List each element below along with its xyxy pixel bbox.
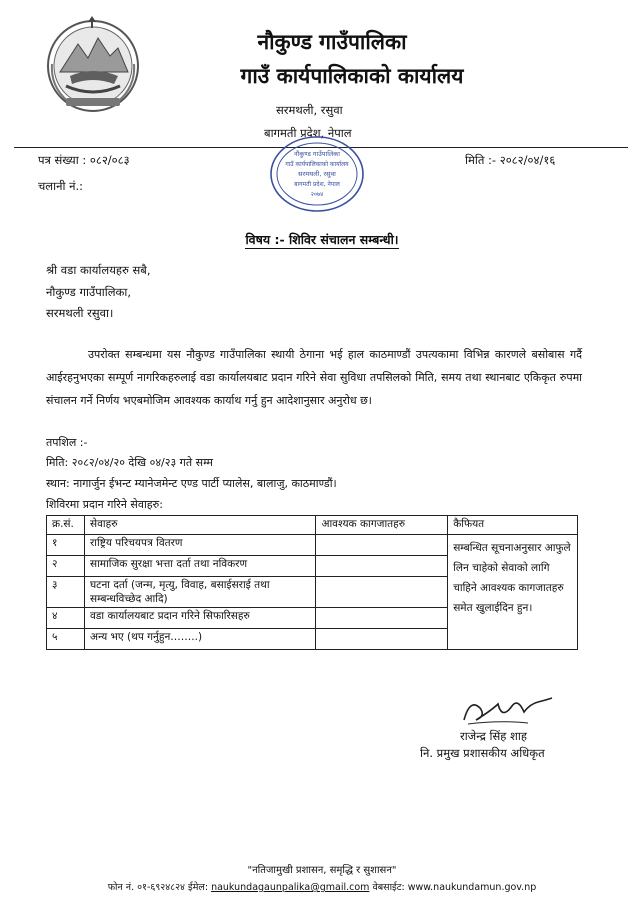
row-documents <box>316 556 448 577</box>
row-service: सामाजिक सुरक्षा भत्ता दर्ता तथा नविकरण <box>84 556 315 577</box>
footer-motto: "नतिजामुखी प्रशासन, समृद्धि र सुशासन" <box>247 865 397 876</box>
office-title-line1: नौकुण्ड गाउँपालिका <box>257 30 407 54</box>
footer-website-link[interactable]: www.naukundamun.gov.np <box>407 882 537 893</box>
signatory-name: राजेन्द्र सिंह शाह <box>460 729 527 743</box>
row-documents <box>316 629 448 650</box>
table-header-row <box>47 516 578 535</box>
footer-email-label: ईमेल: <box>188 882 209 893</box>
letter-date: मिति :- २०८२/०४/१६ <box>465 153 556 167</box>
recipient-line1: श्री वडा कार्यालयहरु सबै, <box>46 263 151 277</box>
stamp-text-5: २०७४ <box>310 191 324 198</box>
row-serial: ३ <box>47 577 85 608</box>
footer-contact <box>0 880 644 893</box>
dispatch-number: चलानी नं.: <box>38 179 84 193</box>
row-service: अन्य भए (थप गर्नुहुन……..) <box>84 629 315 650</box>
row-documents <box>316 535 448 556</box>
row-serial: १ <box>47 535 85 556</box>
row-documents <box>316 608 448 629</box>
footer-email-link[interactable]: naukundagaunpalika@gmail.com <box>211 882 370 893</box>
address-line1: सरमथली, रसुवा <box>276 103 343 117</box>
header-serial: क्र.सं. <box>47 516 85 535</box>
remarks-cell: सम्बन्धित सूचनाअनुसार आफुले लिन चाहेको सेवाको लागि चाहिने आवश्यक कागजातहरु समेत खुलाईदिन हुन। <box>448 535 578 650</box>
stamp-text-3: सरमथली, रसुवा <box>298 170 336 178</box>
stamp-text-4: बागमती प्रदेश, नेपाल <box>294 181 340 188</box>
address-line2: बागमती प्रदेश, नेपाल <box>264 126 352 140</box>
subject-text: विषय :- शिविर संचालन सम्बन्धी। <box>245 232 399 247</box>
row-service: वडा कार्यालयबाट प्रदान गरिने सिफारिसहरु <box>84 608 315 629</box>
row-serial: ५ <box>47 629 85 650</box>
services-table <box>46 515 578 650</box>
header-services: सेवाहरु <box>84 516 315 535</box>
body-paragraph: उपरोक्त सम्बन्धमा यस नौकुण्ड गाउँपालिका स्थायी ठेगाना भई हाल काठमाण्डौं उपत्यकामा विभिन्न कारणले बसोबास गर्दै आईरहनुभएका सम्पूर्ण नागरिकहरुलाई वडा कार्यालयबाट प्रदान गरिने सेवा सुविधा तपसिलको मिति, समय तथा स्थानबाट एकिकृत रुपमा संचालन गर्ने निर्णय भएबमोजिम आवश्यक कार्याथ गर्नु हुन आदेशानुसार अनुरोध छ। <box>46 348 582 407</box>
footer-website-label: वेबसाईट: <box>372 882 405 893</box>
reference-number: पत्र संख्या : ०८२/०८३ <box>38 153 130 167</box>
signatory-title: नि. प्रमुख प्रशासकीय अधिकृत <box>420 746 545 760</box>
row-documents <box>316 577 448 608</box>
office-stamp <box>268 134 366 214</box>
row-serial: ४ <box>47 608 85 629</box>
row-service: घटना दर्ता (जन्म, मृत्यु, विवाह, बसाईसराई तथा सम्बन्धविच्छेद आदि) <box>84 577 315 608</box>
stamp-text-1: नौकुण्ड गाउँपालिका <box>294 150 340 158</box>
office-title-line2: गाउँ कार्यपालिकाको कार्यालय <box>240 64 464 88</box>
footer-phone: फोन नं. ०१-६९२४८२४ <box>107 882 185 893</box>
header-documents: आवश्यक कागजातहरु <box>316 516 448 535</box>
row-service: राष्ट्रिय परिचयपत्र वितरण <box>84 535 315 556</box>
services-intro: शिविरमा प्रदान गरिने सेवाहरु: <box>46 498 163 511</box>
details-heading: तपशिल :- <box>46 436 88 449</box>
row-serial: २ <box>47 556 85 577</box>
stamp-text-2: गाउँ कार्यपालिकाको कार्यालय <box>285 161 349 168</box>
subject-line <box>0 231 644 248</box>
handwritten-signature <box>458 690 558 730</box>
camp-venue: स्थान: नागार्जुन ईभन्ट म्यानेजमेन्ट एण्ड पार्टी प्यालेस, बालाजु, काठमाण्डौं। <box>46 477 337 490</box>
recipient-line3: सरमथली रसुवा। <box>46 306 114 320</box>
camp-date: मिति: २०८२/०४/२० देखि ०४/२३ गते सम्म <box>46 456 213 469</box>
header-remarks: कैफियत <box>448 516 578 535</box>
table-row <box>47 535 578 556</box>
recipient-line2: नौकुण्ड गाउँपालिका, <box>46 285 131 299</box>
